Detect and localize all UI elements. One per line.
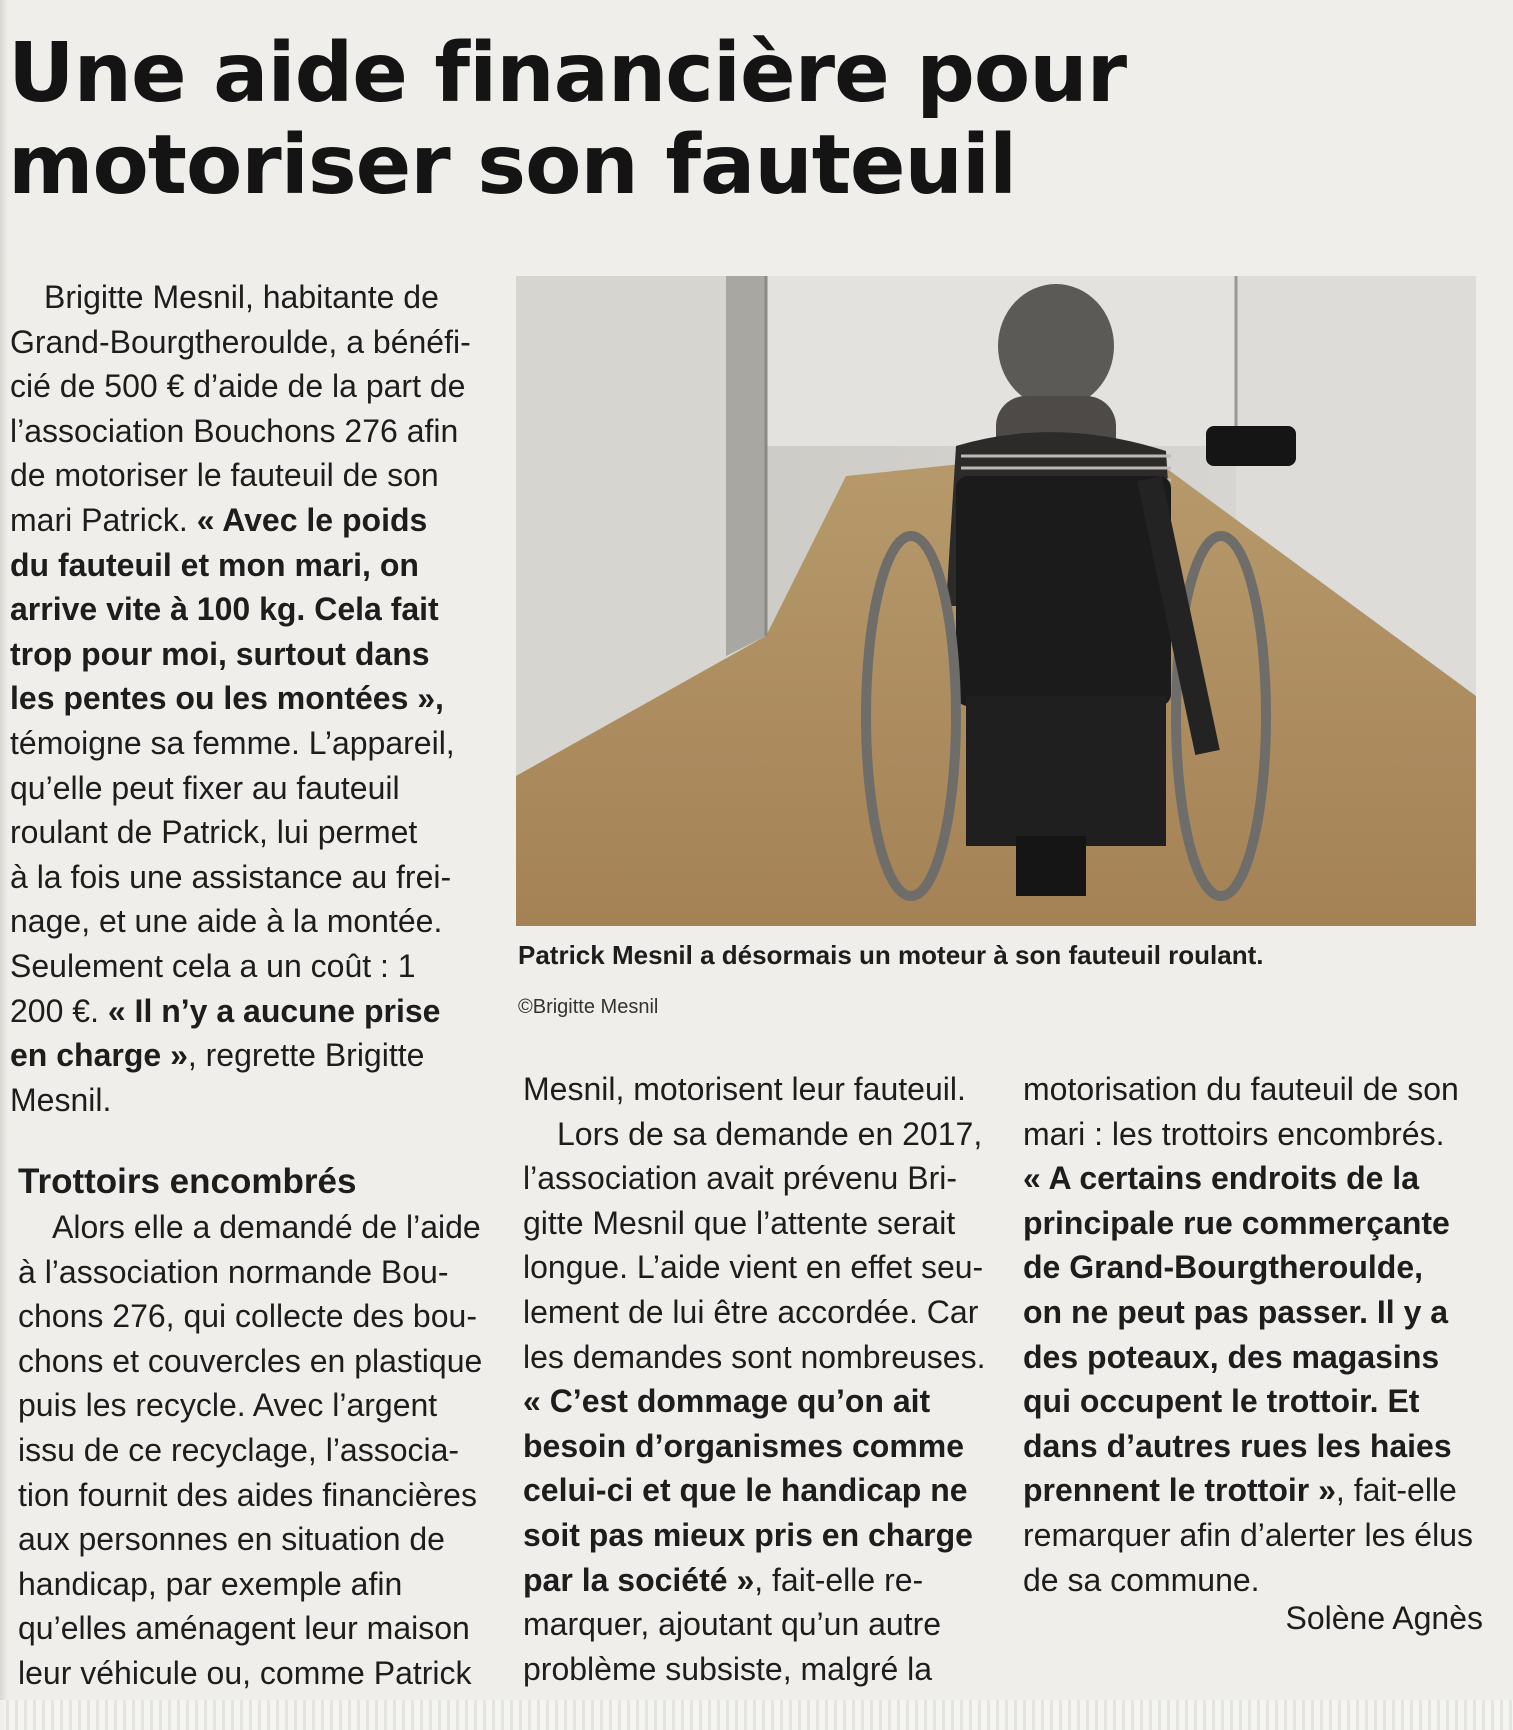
text-line: [10, 453, 470, 498]
text-line: [10, 1033, 470, 1078]
text-line-segment: chons et couvercles en plastique: [18, 1342, 483, 1379]
text-line-segment: Mesnil, motorisent leur fauteuil.: [523, 1071, 966, 1107]
text-line: [523, 1379, 985, 1424]
text-line: [18, 1339, 483, 1384]
text-line-segment: qu’elles aménagent leur maison: [18, 1610, 470, 1647]
text-line-segment: qui occupent le trottoir. Et: [1023, 1383, 1420, 1420]
text-line: [10, 1078, 470, 1123]
text-line: [10, 409, 470, 454]
text-line: [10, 944, 470, 989]
text-line-segment: chons 276, qui collecte des bou-: [18, 1298, 477, 1335]
text-line-segment: longue. L’aide vient en effet seu-: [523, 1249, 984, 1286]
text-line-segment: dans d’autres rues les haies: [1023, 1427, 1452, 1464]
text-line: [523, 1335, 985, 1380]
text-line-segment: du fauteuil et mon mari, on: [10, 546, 419, 583]
text-line-segment: Mesnil.: [10, 1081, 112, 1118]
text-line-segment: à la fois une assistance au frei-: [10, 858, 452, 895]
text-line-segment: marquer, ajoutant qu’un autre: [523, 1606, 942, 1643]
text-line-segment: tion fournit des aides financières: [18, 1476, 477, 1513]
text-line-segment: mari : les trottoirs encombrés.: [1023, 1115, 1445, 1152]
text-line: [1023, 1112, 1485, 1157]
text-line: [1023, 1513, 1485, 1558]
text-line: [523, 1290, 985, 1335]
text-line-segment: Seulement cela a un coût : 1: [10, 947, 416, 984]
text-line: [523, 1468, 985, 1513]
text-line-segment: des poteaux, des magasins: [1023, 1338, 1440, 1375]
text-line: [18, 1250, 478, 1295]
text-line: [18, 1562, 478, 1607]
text-line-segment: Grand-Bourgtheroulde, a bénéfi-: [10, 323, 471, 360]
text-line: [523, 1513, 985, 1558]
quote-segment: « Il n’y a aucune prise: [107, 992, 441, 1029]
text-line: [1023, 1156, 1485, 1201]
text-line-tail: , regrette Brigitte: [187, 1037, 425, 1074]
text-line-segment: motorisation du fauteuil de son: [1023, 1071, 1459, 1107]
text-line: [10, 498, 470, 543]
text-line-segment: arrive vite à 100 kg. Cela fait: [10, 591, 439, 628]
text-line-segment: on ne peut pas passer. Il y a: [1023, 1293, 1449, 1330]
text-line-segment: remarquer afin d’alerter les élus: [1023, 1516, 1473, 1553]
text-line: [1023, 1245, 1485, 1290]
article-column-1: [10, 275, 470, 1122]
headline-line-1: Une aide financière pour: [8, 26, 1127, 121]
article-column-3: [1023, 1067, 1485, 1602]
text-line-segment: principale rue commerçante: [1023, 1204, 1450, 1241]
text-line-segment: l’association avait prévenu Bri-: [523, 1160, 957, 1197]
text-line-segment: les demandes sont nombreuses.: [523, 1338, 986, 1375]
text-line-segment: l’association Bouchons 276 afin: [10, 412, 459, 449]
text-line: [10, 364, 470, 409]
text-line-segment: témoigne sa femme. L’appareil,: [10, 724, 455, 761]
text-line-tail: , fait-elle re-: [754, 1561, 924, 1598]
text-line: [18, 1606, 478, 1651]
text-line: [523, 1558, 985, 1603]
article-headline: [8, 28, 1448, 212]
text-line: [523, 1112, 985, 1157]
text-line: [10, 543, 470, 588]
quote-segment: « Avec le poids: [196, 501, 428, 538]
text-line-segment: celui-ci et que le handicap ne: [523, 1472, 968, 1509]
text-line: [10, 275, 470, 320]
article-column-2: [523, 1067, 985, 1691]
text-line: [1023, 1201, 1485, 1246]
torn-page-edge: [0, 1700, 1513, 1730]
text-line-segment: handicap, par exemple afin: [18, 1565, 403, 1602]
text-line: [18, 1428, 478, 1473]
text-line: [523, 1067, 985, 1112]
headline-line-2: motoriser son fauteuil: [8, 118, 1017, 213]
text-line: [1023, 1335, 1485, 1380]
text-line-segment: roulant de Patrick, lui permet: [10, 814, 418, 851]
text-line: [10, 587, 470, 632]
text-line: [1023, 1379, 1485, 1424]
text-line-segment: à l’association normande Bou-: [18, 1253, 449, 1290]
text-line: [1023, 1424, 1485, 1469]
text-line-segment: trop pour moi, surtout dans: [10, 635, 430, 672]
text-line-segment: 200 €.: [10, 992, 108, 1029]
text-line-segment: « A certains endroits de la: [1023, 1160, 1419, 1197]
photo-caption: Patrick Mesnil a désormais un moteur à son fauteuil roulant.: [518, 940, 1264, 970]
text-line-segment: Lors de sa demande en 2017,: [557, 1115, 983, 1152]
subheading: Trottoirs encombrés: [18, 1162, 357, 1201]
text-line-segment: de Grand-Bourgtheroulde,: [1023, 1249, 1423, 1286]
text-line: [18, 1205, 481, 1250]
article-column-1-continued: [18, 1205, 483, 1696]
text-line: [1023, 1067, 1485, 1112]
text-line-segment: mari Patrick.: [10, 501, 197, 538]
photo-credit: ©Brigitte Mesnil: [518, 996, 659, 1018]
text-line-tail: , fait-elle: [1335, 1472, 1457, 1509]
text-line: [1023, 1290, 1485, 1335]
text-line-segment: de sa commune.: [1023, 1561, 1260, 1598]
text-line-segment: en charge »: [10, 1037, 188, 1074]
text-line: [10, 855, 470, 900]
text-line-segment: besoin d’organismes comme: [523, 1427, 965, 1464]
text-line-segment: issu de ce recyclage, l’associa-: [18, 1431, 460, 1468]
text-line-segment: lement de lui être accordée. Car: [523, 1293, 979, 1330]
text-line: [10, 899, 470, 944]
text-line: [523, 1201, 985, 1246]
text-line: [10, 989, 470, 1034]
text-line: [18, 1517, 478, 1562]
text-line-segment: prennent le trottoir »: [1023, 1472, 1336, 1509]
text-line-segment: gitte Mesnil que l’attente serait: [523, 1204, 956, 1241]
wheelchair-photo-illustration: [516, 276, 1476, 926]
text-line-segment: les pentes ou les montées »,: [10, 680, 444, 717]
text-line: [10, 810, 470, 855]
text-line-segment: soit pas mieux pris en charge: [523, 1516, 973, 1553]
text-line-segment: Alors elle a demandé de l’aide: [52, 1209, 481, 1245]
text-line: [523, 1647, 985, 1692]
text-line: [18, 1294, 478, 1339]
text-line: [1023, 1468, 1485, 1513]
author-signature: Solène Agnès: [1285, 1600, 1483, 1636]
text-line-segment: aux personnes en situation de: [18, 1521, 445, 1558]
text-line-segment: qu’elle peut fixer au fauteuil: [10, 769, 400, 806]
text-line-segment: nage, et une aide à la montée.: [10, 903, 443, 940]
text-line: [523, 1156, 985, 1201]
text-line-segment: problème subsiste, malgré la: [523, 1650, 933, 1687]
text-line: [10, 632, 470, 677]
text-line: [18, 1651, 478, 1696]
text-line-segment: puis les recycle. Avec l’argent: [18, 1387, 438, 1424]
text-line-segment: cié de 500 € d’aide de la part de: [10, 368, 466, 405]
text-line: [10, 320, 470, 365]
text-line: [18, 1383, 478, 1428]
text-line: [523, 1245, 985, 1290]
text-line-segment: Brigitte Mesnil, habitante de: [44, 279, 439, 315]
text-line: [10, 721, 470, 766]
text-line-segment: « C’est dommage qu’on ait: [523, 1383, 931, 1420]
text-line: [18, 1473, 478, 1518]
text-line-segment: par la société »: [523, 1561, 755, 1598]
text-line: [10, 676, 470, 721]
text-line: [10, 766, 470, 811]
text-line: [523, 1424, 985, 1469]
article-photo: [516, 276, 1476, 926]
text-line-segment: de motoriser le fauteuil de son: [10, 457, 439, 494]
text-line-segment: leur véhicule ou, comme Patrick: [18, 1654, 472, 1691]
page-crease: [0, 0, 8, 1730]
text-line: [523, 1602, 985, 1647]
